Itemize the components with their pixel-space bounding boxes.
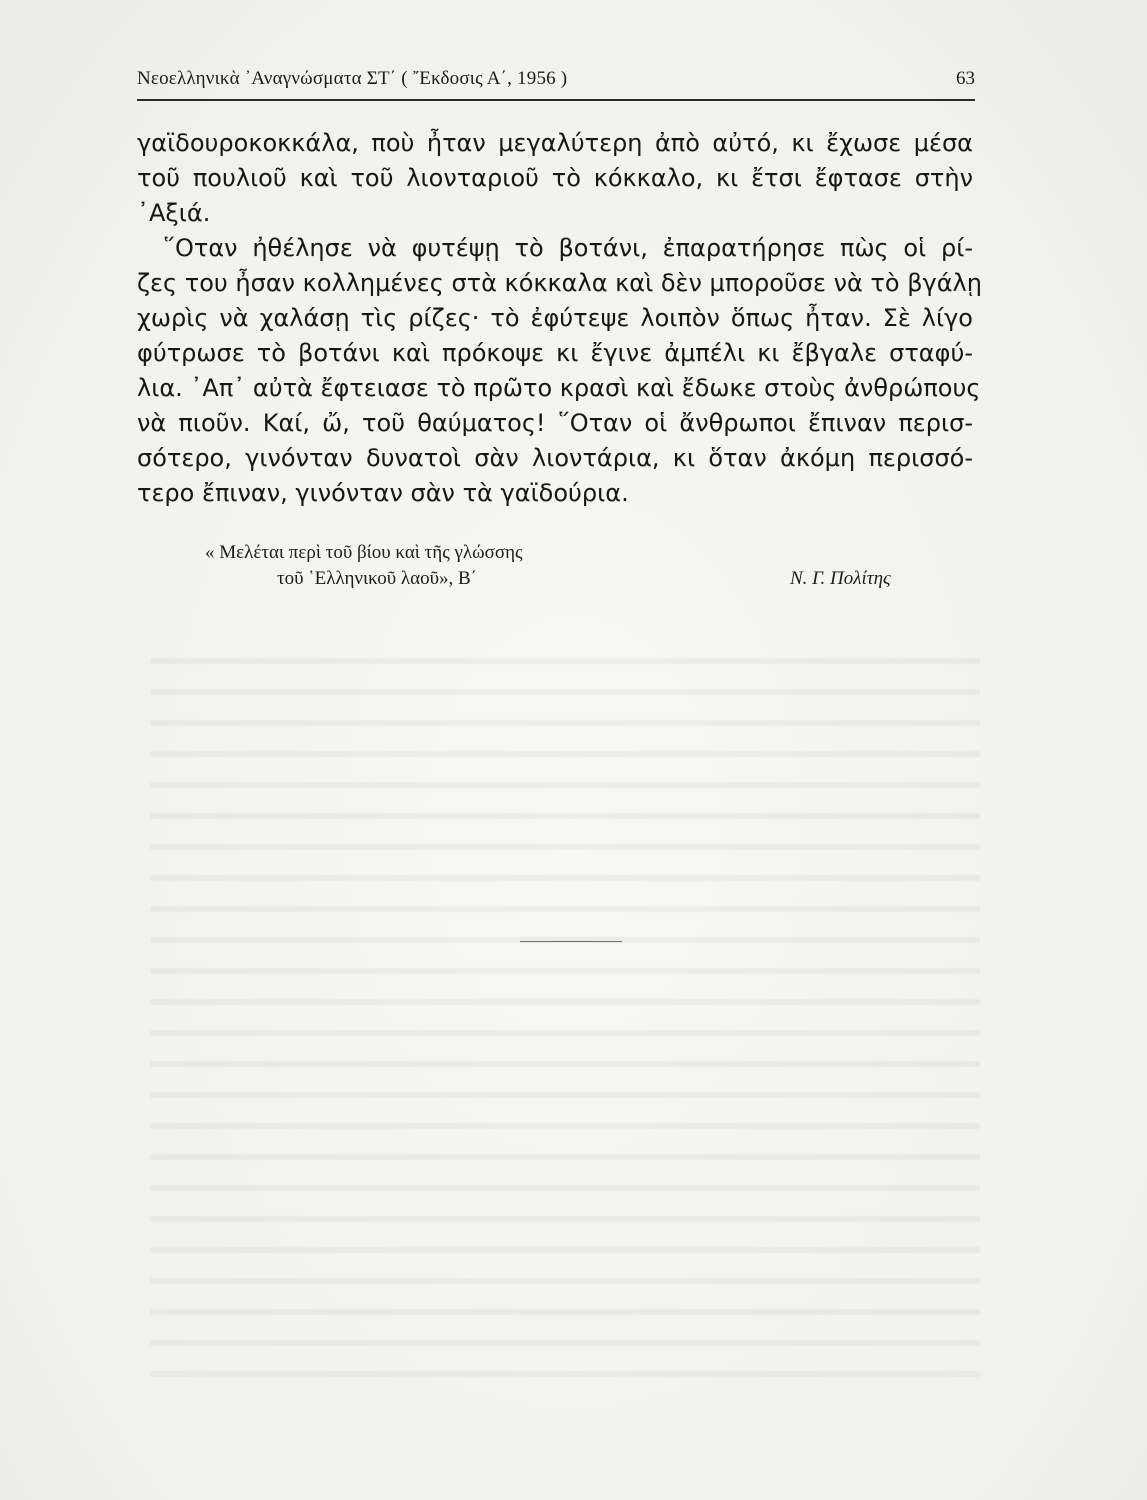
bleed-through-text [150,640,980,1400]
text-line: ᾿Αξιά. [137,199,211,227]
text-line: σότερο, γινόνταν δυνατοὶ σὰν λιοντάρια, κι ὅταν ἀκόμη περισσό- [137,444,973,472]
source-citation [0,537,1147,597]
running-header [137,64,975,98]
bleed-through-rule [520,941,622,942]
citation-line-2: τοῦ ῾Ελληνικοῦ λαοῦ», Β΄ [277,568,478,589]
text-line: χωρὶς νὰ χαλάσῃ τὶς ρίζες· τὸ ἐφύτεψε λοιπὸν ὅπως ἦταν. Σὲ λίγο [137,304,973,332]
author-name: Ν. Γ. Πολίτης [790,568,891,589]
text-line: ζες του ἦσαν κολλημένες στὰ κόκκαλα καὶ δὲν μποροῦσε νὰ τὸ βγάλῃ [137,269,982,297]
text-line: τερο ἔπιναν, γινόνταν σὰν τὰ γαϊδούρια. [137,479,629,507]
citation-line-1: « Μελέται περὶ τοῦ βίου καὶ τῆς γλώσσης [205,542,523,563]
text-line: λια. ᾿Απ᾿ αὐτὰ ἔφτειασε τὸ πρῶτο κρασὶ καὶ ἔδωκε στοὺς ἀνθρώπους [137,374,981,402]
page-number: 63 [956,68,975,89]
text-line: φύτρωσε τὸ βοτάνι καὶ πρόκοψε κι ἔγινε ἀμπέλι κι ἔβγαλε σταφύ- [137,339,973,367]
header-title: Νεοελληνικὰ ᾿Αναγνώσματα ΣΤ΄ ( ῎Εκδοσις Α΄, 1956 ) [137,68,568,89]
header-rule [137,99,975,101]
text-line: τοῦ πουλιοῦ καὶ τοῦ λιονταριοῦ τὸ κόκκαλο, κι ἔτσι ἔφτασε στὴν [137,164,973,192]
text-line: νὰ πιοῦν. Καί, ὤ, τοῦ θαύματος! ῞Οταν οἱ ἄνθρωποι ἔπιναν περισ- [137,409,973,437]
body-text [137,126,982,511]
text-line: ῞Οταν ἠθέλησε νὰ φυτέψῃ τὸ βοτάνι, ἐπαρατήρησε πὼς οἱ ρί- [163,234,973,262]
text-line: γαϊδουροκοκκάλα, ποὺ ἦταν μεγαλύτερη ἀπὸ αὐτό, κι ἔχωσε μέσα [137,129,973,157]
